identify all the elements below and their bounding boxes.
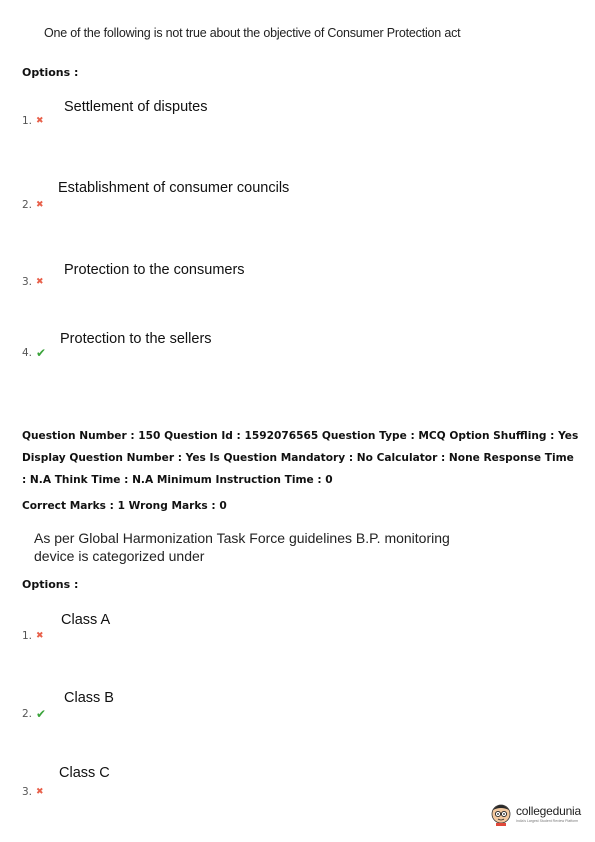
q2-option-2-number: 2. ✔	[22, 707, 47, 721]
mascot-icon	[490, 800, 512, 826]
check-icon: ✔	[36, 346, 47, 360]
options-label-1: Options :	[22, 66, 79, 79]
q1-option-4-number: 4. ✔	[22, 346, 47, 360]
q1-option-4-text: Protection to the sellers	[60, 331, 212, 347]
question-2-line-2: device is categorized under	[34, 548, 205, 564]
q2-option-3-text: Class C	[59, 765, 110, 781]
logo-name: collegedunia	[516, 803, 581, 818]
question-2-line-1: As per Global Harmonization Task Force guidelines B.P. monitoring	[34, 530, 450, 546]
question-1-text: One of the following is not true about the objective of Consumer Protection act	[44, 26, 461, 40]
q1-option-2-text: Establishment of consumer councils	[58, 180, 290, 196]
options-label-2: Options :	[22, 578, 79, 591]
meta-marks: Correct Marks : 1 Wrong Marks : 0	[22, 500, 227, 512]
q2-option-2-text: Class B	[64, 690, 114, 706]
question-2-text	[34, 529, 450, 565]
meta-line-2: Display Question Number : Yes Is Question Mandatory : No Calculator : None Response Time	[22, 452, 574, 464]
cross-icon: ✖	[36, 116, 44, 126]
q2-option-1-number: 1. ✖	[22, 630, 44, 642]
cross-icon: ✖	[36, 631, 44, 641]
q2-option-3-number: 3. ✖	[22, 786, 44, 798]
q1-option-3-text: Protection to the consumers	[64, 262, 245, 278]
cross-icon: ✖	[36, 787, 44, 797]
meta-line-1: Question Number : 150 Question Id : 1592076565 Question Type : MCQ Option Shuffling : Yes	[22, 430, 579, 442]
q1-option-1-number: 1. ✖	[22, 115, 44, 127]
cross-icon: ✖	[36, 277, 44, 287]
collegedunia-logo	[490, 800, 581, 826]
meta-line-3: : N.A Think Time : N.A Minimum Instruction Time : 0	[22, 474, 333, 486]
check-icon: ✔	[36, 707, 47, 721]
q2-option-1-text: Class A	[61, 612, 111, 628]
cross-icon: ✖	[36, 200, 44, 210]
question-meta	[22, 425, 578, 517]
q1-option-3-number: 3. ✖	[22, 276, 44, 288]
q1-option-2-number: 2. ✖	[22, 199, 44, 211]
logo-tagline: India's Largest Student Review Platform	[516, 818, 579, 823]
q1-option-1-text: Settlement of disputes	[64, 99, 208, 115]
